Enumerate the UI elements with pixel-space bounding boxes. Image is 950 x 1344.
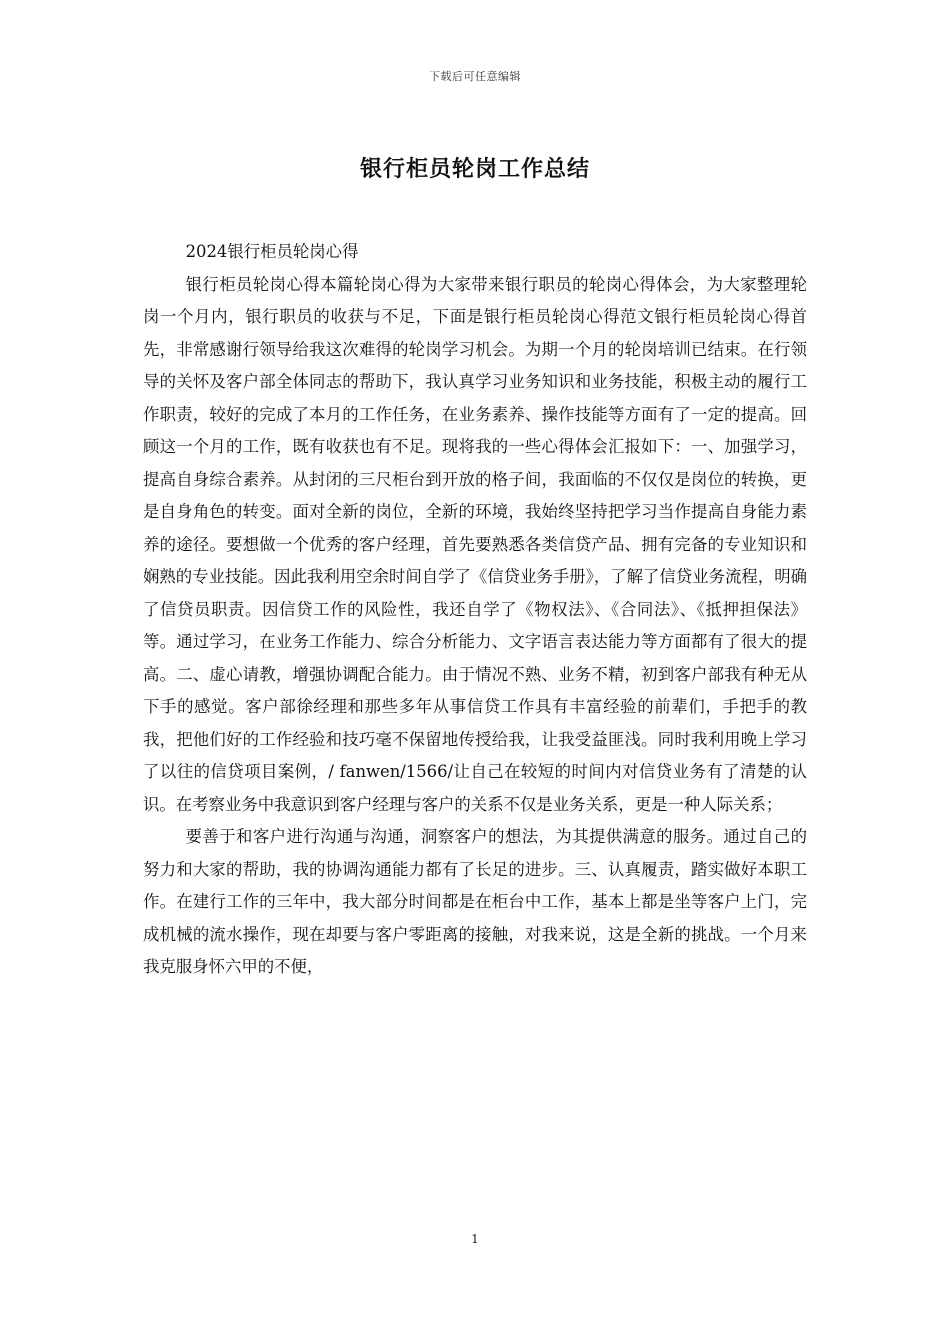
body-paragraph: 银行柜员轮岗心得本篇轮岗心得为大家带来银行职员的轮岗心得体会，为大家整理轮岗一个月内，银行职员的收获与不足，下面是银行柜员轮岗心得范文银行柜员轮岗心得首先，非常感谢行领导给我这次难得的轮岗学习机会。为期一个月的轮岗培训已结束。在行领导的关怀及客户部全体同志的帮助下，我认真学习业务知识和业务技能，积极主动的履行工作职责，较好的完成了本月的工作任务，在业务素养、操作技能等方面有了一定的提高。回顾这一个月的工作，既有收获也有不足。现将我的一些心得体会汇报如下：一、加强学习，提高自身综合素养。从封闭的三尺柜台到开放的格子间，我面临的不仅仅是岗位的转换，更是自身角色的转变。面对全新的岗位，全新的环境，我始终坚持把学习当作提高自身能力素养的途径。要想做一个优秀的客户经理，首先要熟悉各类信贷产品、拥有完备的专业知识和娴熟的专业技能。因此我利用空余时间自学了《信贷业务手册》，了解了信贷业务流程，明确了信贷员职责。因信贷工作的风险性，我还自学了《物权法》、《合同法》、《抵押担保法》等。通过学习，在业务工作能力、综合分析能力、文字语言表达能力等方面都有了很大的提高。二、虚心请教，增强协调配合能力。由于情况不熟、业务不精，初到客户部我有种无从下手的感觉。客户部徐经理和那些多年从事信贷工作具有丰富经验的前辈们，手把手的教我，把他们好的工作经验和技巧毫不保留地传授给我，让我受益匪浅。同时我利用晚上学习了以往的信贷项目案例，/ fanwen/1566/让自己在较短的时间内对信贷业务有了清楚的认识。在考察业务中我意识到客户经理与客户的关系不仅是业务关系，更是一种人际关系；: [143, 274, 807, 814]
body-paragraph: 要善于和客户进行沟通与沟通，洞察客户的想法，为其提供满意的服务。通过自己的努力和大家的帮助，我的协调沟通能力都有了长足的进步。三、认真履责，踏实做好本职工作。在建行工作的三年中，我大部分时间都是在柜台中工作，基本上都是坐等客户上门，完成机械的流水操作，现在却要与客户零距离的接触，对我来说，这是全新的挑战。一个月来我克服身怀六甲的不便，: [143, 827, 807, 976]
document-title: 银行柜员轮岗工作总结: [359, 156, 590, 182]
document-body: [143, 236, 807, 984]
page-number: 1: [471, 1232, 479, 1246]
subtitle-line: 2024银行柜员轮岗心得: [185, 242, 359, 261]
header-note: 下载后可任意编辑: [429, 70, 521, 83]
